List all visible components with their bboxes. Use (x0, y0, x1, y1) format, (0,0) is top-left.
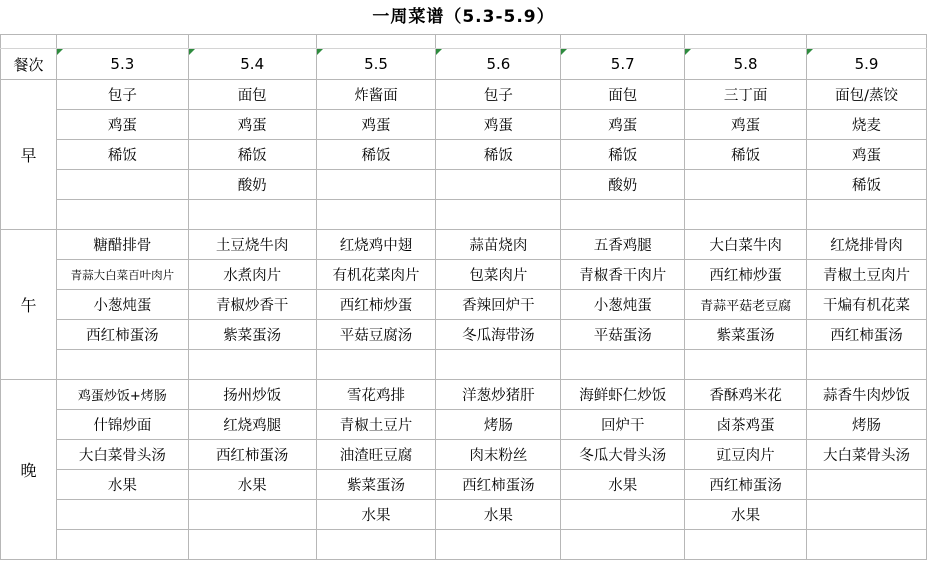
menu-cell[interactable] (56, 170, 188, 200)
menu-cell[interactable]: 稀饭 (436, 140, 561, 170)
menu-cell[interactable] (807, 470, 927, 500)
menu-cell[interactable]: 小葱炖蛋 (56, 290, 188, 320)
menu-cell[interactable] (807, 500, 927, 530)
menu-cell[interactable]: 雪花鸡排 (316, 380, 436, 410)
menu-cell[interactable]: 水果 (56, 470, 188, 500)
menu-cell[interactable] (188, 350, 316, 380)
menu-cell[interactable] (316, 530, 436, 560)
menu-cell[interactable]: 五香鸡腿 (561, 230, 685, 260)
menu-cell[interactable]: 土豆烧牛肉 (188, 230, 316, 260)
menu-cell[interactable]: 海鲜虾仁炒饭 (561, 380, 685, 410)
menu-table (0, 34, 927, 560)
menu-cell[interactable]: 包子 (436, 80, 561, 110)
header-date: 5.3 (110, 55, 135, 73)
menu-cell[interactable] (56, 350, 188, 380)
menu-cell[interactable]: 冬瓜大骨头汤 (561, 440, 685, 470)
menu-cell[interactable]: 扬州炒饭 (188, 380, 316, 410)
header-date: 5.4 (240, 55, 265, 73)
menu-cell[interactable]: 西红柿蛋汤 (188, 440, 316, 470)
menu-cell[interactable]: 水煮肉片 (188, 260, 316, 290)
header-date-cell[interactable] (436, 49, 561, 80)
menu-cell[interactable]: 西红柿蛋汤 (807, 320, 927, 350)
menu-cell[interactable]: 三丁面 (685, 80, 807, 110)
menu-cell[interactable]: 稀饭 (807, 170, 927, 200)
menu-cell[interactable]: 青蒜大白菜百叶肉片 (56, 260, 188, 290)
menu-cell[interactable] (188, 500, 316, 530)
menu-cell[interactable]: 鸡蛋 (807, 140, 927, 170)
table-row (1, 140, 927, 170)
header-date-cell[interactable] (685, 49, 807, 80)
menu-cell[interactable] (561, 500, 685, 530)
table-row (1, 110, 927, 140)
table-row (1, 80, 927, 110)
comment-marker-icon (57, 49, 63, 55)
menu-cell[interactable]: 西红柿蛋汤 (685, 470, 807, 500)
menu-cell[interactable] (56, 200, 188, 230)
header-date-cell[interactable] (316, 49, 436, 80)
header-date-cell[interactable] (561, 49, 685, 80)
menu-cell[interactable] (436, 170, 561, 200)
menu-cell[interactable]: 小葱炖蛋 (561, 290, 685, 320)
comment-marker-icon (685, 49, 691, 55)
comment-marker-icon (807, 49, 813, 55)
menu-cell[interactable]: 稀饭 (316, 140, 436, 170)
table-row (1, 380, 927, 410)
spacer-cell (685, 35, 807, 49)
meal-label-cell[interactable]: 晚 (1, 380, 57, 560)
spacer-cell (561, 35, 685, 49)
table-row (1, 200, 927, 230)
header-date-cell[interactable] (807, 49, 927, 80)
menu-cell[interactable] (436, 350, 561, 380)
menu-cell[interactable]: 大白菜骨头汤 (807, 440, 927, 470)
menu-cell[interactable]: 平菇豆腐汤 (316, 320, 436, 350)
menu-cell[interactable]: 烤肠 (436, 410, 561, 440)
menu-cell[interactable]: 什锦炒面 (56, 410, 188, 440)
page-title: 一周菜谱（5.3-5.9） (372, 7, 555, 27)
menu-cell[interactable]: 面包 (188, 80, 316, 110)
menu-cell[interactable] (188, 200, 316, 230)
menu-cell[interactable]: 水果 (685, 500, 807, 530)
menu-cell[interactable]: 干煸有机花菜 (807, 290, 927, 320)
menu-cell[interactable]: 水果 (316, 500, 436, 530)
spacer-cell (188, 35, 316, 49)
menu-cell[interactable]: 糖醋排骨 (56, 230, 188, 260)
table-row (1, 230, 927, 260)
menu-cell[interactable]: 卤茶鸡蛋 (685, 410, 807, 440)
table-row (1, 260, 927, 290)
menu-cell[interactable]: 稀饭 (188, 140, 316, 170)
menu-cell[interactable]: 洋葱炒猪肝 (436, 380, 561, 410)
menu-cell[interactable] (316, 350, 436, 380)
menu-cell[interactable]: 冬瓜海带汤 (436, 320, 561, 350)
menu-cell[interactable]: 油渣旺豆腐 (316, 440, 436, 470)
menu-cell[interactable]: 青椒炒香干 (188, 290, 316, 320)
menu-cell[interactable]: 青椒土豆肉片 (807, 260, 927, 290)
menu-cell[interactable] (56, 500, 188, 530)
table-row (1, 290, 927, 320)
header-date: 5.8 (733, 55, 758, 73)
menu-cell[interactable] (685, 350, 807, 380)
menu-cell[interactable]: 紫菜蛋汤 (685, 320, 807, 350)
menu-cell[interactable]: 水果 (436, 500, 561, 530)
menu-cell[interactable]: 水果 (188, 470, 316, 500)
menu-cell[interactable]: 红烧排骨肉 (807, 230, 927, 260)
meal-label-cell[interactable]: 早 (1, 80, 57, 230)
menu-cell[interactable]: 包菜肉片 (436, 260, 561, 290)
header-date: 5.6 (486, 55, 511, 73)
table-row (1, 470, 927, 500)
menu-cell[interactable] (436, 530, 561, 560)
menu-cell[interactable]: 紫菜蛋汤 (316, 470, 436, 500)
menu-cell[interactable] (685, 170, 807, 200)
table-row (1, 410, 927, 440)
menu-cell[interactable]: 稀饭 (685, 140, 807, 170)
menu-cell[interactable] (188, 530, 316, 560)
table-row (1, 500, 927, 530)
menu-cell[interactable]: 酸奶 (561, 170, 685, 200)
menu-cell[interactable]: 炸酱面 (316, 80, 436, 110)
header-date-cell[interactable] (56, 49, 188, 80)
menu-cell[interactable]: 大白菜骨头汤 (56, 440, 188, 470)
menu-cell[interactable] (807, 200, 927, 230)
menu-cell[interactable]: 香酥鸡米花 (685, 380, 807, 410)
spacer-cell (807, 35, 927, 49)
menu-cell[interactable]: 红烧鸡中翅 (316, 230, 436, 260)
menu-cell[interactable] (807, 350, 927, 380)
menu-cell[interactable]: 有机花菜肉片 (316, 260, 436, 290)
menu-cell[interactable] (316, 200, 436, 230)
menu-cell[interactable]: 鸡蛋 (685, 110, 807, 140)
menu-cell[interactable]: 紫菜蛋汤 (188, 320, 316, 350)
comment-marker-icon (436, 49, 442, 55)
menu-cell[interactable] (807, 530, 927, 560)
spacer-cell (56, 35, 188, 49)
menu-cell[interactable]: 香辣回炉干 (436, 290, 561, 320)
menu-cell[interactable] (56, 530, 188, 560)
menu-cell[interactable]: 西红柿蛋汤 (436, 470, 561, 500)
menu-cell[interactable]: 鸡蛋 (188, 110, 316, 140)
menu-cell[interactable]: 西红柿炒蛋 (316, 290, 436, 320)
menu-cell[interactable]: 大白菜牛肉 (685, 230, 807, 260)
spacer-cell (1, 35, 57, 49)
header-date-cell[interactable] (188, 49, 316, 80)
table-row (1, 530, 927, 560)
menu-cell[interactable]: 回炉干 (561, 410, 685, 440)
comment-marker-icon (189, 49, 195, 55)
menu-cell[interactable]: 水果 (561, 470, 685, 500)
menu-cell[interactable]: 西红柿炒蛋 (685, 260, 807, 290)
menu-cell[interactable] (561, 350, 685, 380)
menu-cell[interactable]: 青椒香干肉片 (561, 260, 685, 290)
menu-cell[interactable]: 包子 (56, 80, 188, 110)
menu-cell[interactable]: 面包/蒸饺 (807, 80, 927, 110)
meal-label-cell[interactable]: 午 (1, 230, 57, 380)
menu-cell[interactable] (316, 170, 436, 200)
menu-cell[interactable] (685, 530, 807, 560)
menu-cell[interactable]: 肉末粉丝 (436, 440, 561, 470)
menu-cell[interactable]: 豇豆肉片 (685, 440, 807, 470)
table-row (1, 320, 927, 350)
menu-cell[interactable] (436, 200, 561, 230)
menu-cell[interactable]: 青椒土豆片 (316, 410, 436, 440)
table-row (1, 170, 927, 200)
menu-cell[interactable]: 稀饭 (56, 140, 188, 170)
spacer-cell (436, 35, 561, 49)
menu-cell[interactable] (561, 530, 685, 560)
menu-cell[interactable]: 西红柿蛋汤 (56, 320, 188, 350)
table-row (1, 440, 927, 470)
menu-cell[interactable]: 鸡蛋 (316, 110, 436, 140)
menu-cell[interactable]: 鸡蛋 (561, 110, 685, 140)
menu-cell[interactable]: 平菇蛋汤 (561, 320, 685, 350)
menu-cell[interactable]: 鸡蛋 (56, 110, 188, 140)
menu-cell[interactable]: 烤肠 (807, 410, 927, 440)
menu-cell[interactable]: 蒜苗烧肉 (436, 230, 561, 260)
menu-cell[interactable]: 青蒜平菇老豆腐 (685, 290, 807, 320)
header-date: 5.9 (854, 55, 879, 73)
header-date: 5.5 (364, 55, 388, 73)
menu-cell[interactable]: 鸡蛋 (436, 110, 561, 140)
spacer-cell (316, 35, 436, 49)
menu-cell[interactable]: 烧麦 (807, 110, 927, 140)
menu-cell[interactable]: 蒜香牛肉炒饭 (807, 380, 927, 410)
table-row (1, 350, 927, 380)
header-date: 5.7 (610, 55, 635, 73)
menu-cell[interactable] (685, 200, 807, 230)
menu-cell[interactable]: 鸡蛋炒饭+烤肠 (56, 380, 188, 410)
menu-cell[interactable]: 面包 (561, 80, 685, 110)
menu-cell[interactable]: 酸奶 (188, 170, 316, 200)
comment-marker-icon (317, 49, 323, 55)
comment-marker-icon (561, 49, 567, 55)
menu-cell[interactable]: 红烧鸡腿 (188, 410, 316, 440)
menu-cell[interactable] (561, 200, 685, 230)
menu-cell[interactable]: 稀饭 (561, 140, 685, 170)
header-meal-label[interactable]: 餐次 (1, 49, 57, 80)
